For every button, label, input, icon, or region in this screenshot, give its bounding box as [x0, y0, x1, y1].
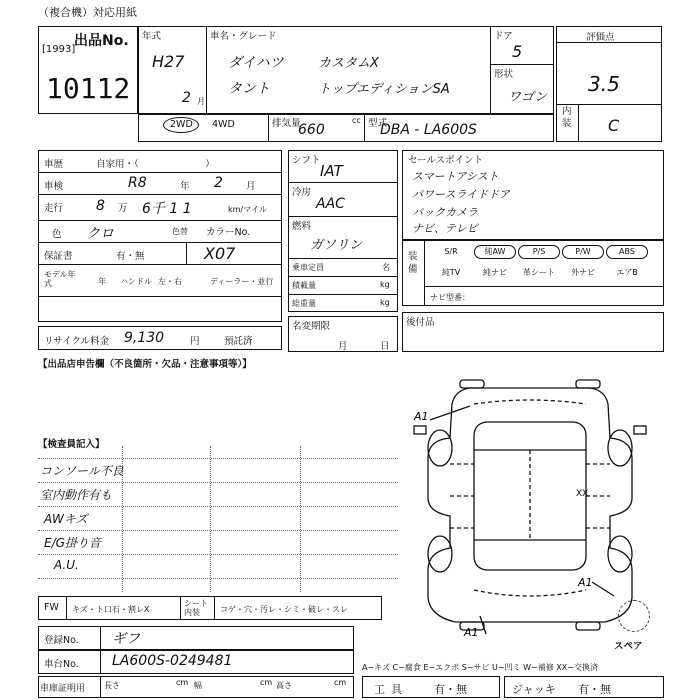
wheel-front-left: [428, 430, 452, 466]
interior-value: C: [608, 116, 620, 135]
mark-leader-a1-right: [592, 582, 614, 596]
seller-notes-label: 【出品店申告欄（不良箇所・欠品・注意事項等）】: [38, 359, 252, 370]
car-hood-front: [474, 400, 586, 404]
cert-label: 車庫証明用: [40, 684, 86, 694]
name-change-month: 月: [338, 341, 348, 352]
load-label: 積載量: [292, 281, 316, 290]
damage-legend: A−キズ C−腐食 E−エクボ S−サビ U−凹ミ W−補修 XX−交換済: [362, 663, 598, 672]
warranty-label: 保証書: [44, 251, 73, 262]
inspection-month: 月: [246, 181, 256, 192]
registration-box: [38, 626, 354, 650]
capacity-label: 乗車定員: [292, 263, 324, 272]
taillight-right: [576, 622, 600, 630]
inspection-month-value: 2: [214, 175, 223, 191]
form-type-label: （複合機）対応用紙: [38, 6, 137, 19]
equip-navi: 純ナビ: [483, 268, 507, 277]
equip-ext-navi: 外ナビ: [571, 268, 595, 277]
mirror-right: [634, 426, 646, 434]
equip-pw: P/W: [562, 245, 604, 259]
car-hood-rear: [474, 590, 586, 596]
fw-items: キズ・ト口石・割レX: [72, 605, 150, 614]
equip-tv: 純TV: [441, 268, 461, 277]
door-value: 5: [512, 42, 523, 61]
headlight-right: [576, 380, 600, 388]
equip-airbag: エアB: [616, 268, 638, 277]
chassis-value: LA600S-0249481: [112, 653, 233, 669]
door-label: ドア: [494, 31, 513, 42]
mileage-value-rest: 6千 1 1: [142, 201, 192, 217]
mark-leader-a1-front: [430, 406, 470, 420]
fuel-label: 燃料: [292, 221, 312, 232]
jack-label: ジャッキ: [512, 683, 556, 696]
inspection-value: R8: [128, 175, 147, 191]
nav-model-label: ナビ型番：: [430, 293, 470, 302]
name-change-day: 日: [380, 341, 390, 352]
car-doors-left: [450, 464, 474, 528]
year-label: 年式: [142, 31, 162, 42]
cert-height-unit: cm: [334, 678, 347, 687]
lot-year-stamp: [1993]: [42, 44, 76, 55]
aftermarket-label: 後付品: [406, 317, 435, 328]
handle-label: ハンドル: [120, 277, 152, 286]
sales-point-3: バックカメラ: [412, 206, 478, 219]
warranty-value: 有・無: [116, 251, 145, 262]
wheel-rear-right: [608, 536, 632, 572]
lot-label: 出品No.: [74, 33, 129, 49]
model-year-unit: 年: [98, 277, 106, 286]
shape-label: 形状: [494, 69, 514, 80]
equip-ps: P/S: [518, 245, 560, 259]
recycle-deposit: 預託済: [224, 336, 253, 347]
headlight-left: [460, 380, 484, 388]
wheel-rear-left: [428, 536, 452, 572]
recycle-label: リサイクル料金: [44, 336, 110, 347]
drive-2wd: 2WD: [170, 119, 193, 130]
ac-value: AAC: [316, 196, 345, 212]
shift-value: IAT: [320, 162, 343, 180]
total-weight-unit: kg: [380, 298, 390, 307]
equip-sr: S/R: [444, 247, 458, 256]
diagram-mark-a1-rear: A1: [464, 626, 479, 638]
month-value: 2: [182, 90, 191, 106]
mark-leader-a1-rear: [480, 616, 486, 634]
handle-value: 左・右: [158, 277, 182, 286]
model-year-label: モデル年式: [44, 270, 76, 288]
equipment-label: 装備: [408, 251, 418, 275]
diagram-mark-xx: XX: [576, 489, 589, 499]
aftermarket-box: [402, 312, 664, 352]
color-value: クロ: [86, 226, 114, 242]
seat-label: シート内装: [184, 599, 208, 617]
drive-displacement-box: [138, 114, 554, 142]
mileage-label: 走行: [44, 203, 64, 214]
ac-label: 冷房: [292, 187, 312, 198]
model-label: 型式: [368, 118, 388, 129]
drive-4wd: 4WD: [212, 119, 235, 130]
cert-length-unit: cm: [176, 678, 189, 687]
car-grade-2: トップエディションSA: [318, 82, 450, 97]
dealer-label: ディーラー・並行: [210, 277, 274, 286]
reg-value: ギフ: [112, 631, 140, 647]
cert-height-label: 高さ: [276, 681, 292, 690]
equip-abs: ABS: [606, 245, 648, 259]
shape-value: ワゴン: [508, 90, 548, 105]
inspection-year: 年: [180, 181, 190, 192]
interior-label: 内装: [562, 106, 572, 129]
inspector-note-3: AWキズ: [44, 512, 88, 526]
recycle-unit: 円: [190, 336, 200, 347]
equip-aw: 純AW: [474, 245, 516, 259]
diagram-mark-a1-right: A1: [578, 576, 593, 589]
seat-items: コゲ・穴・汚レ・シミ・破レ・スレ: [220, 605, 348, 614]
inspector-note-4: E/G掛り音: [44, 536, 101, 550]
score-label: 評価点: [586, 32, 615, 43]
mileage-units: km/マイル: [228, 205, 267, 214]
inspector-label: 【検査員記入】: [38, 439, 105, 450]
cert-length-label: 長さ: [104, 681, 120, 690]
wheel-front-right: [608, 430, 632, 466]
score-value: 3.5: [588, 72, 620, 96]
color-change-label: 色替: [172, 227, 188, 236]
mileage-value-man: 8: [96, 198, 105, 214]
history-label: 車歴: [44, 159, 64, 170]
color-no-value: X07: [204, 244, 236, 263]
fw-label: FW: [44, 602, 59, 613]
inspector-note-2: 室内動作有も: [40, 488, 113, 502]
spare-tire-icon: [618, 600, 650, 632]
inspection-label: 車検: [44, 181, 64, 192]
mirror-left: [414, 426, 426, 434]
sales-point-1: スマートアシスト: [412, 170, 499, 183]
reg-label: 登録No.: [44, 635, 79, 646]
sales-point-4: ナビ、テレビ: [412, 222, 478, 235]
car-doors-right: [586, 464, 610, 528]
tools-value: 有・無: [434, 683, 467, 696]
fuel-value: ガソリン: [310, 238, 363, 253]
displacement-value: 660: [298, 122, 325, 138]
cc-unit: cc: [352, 116, 361, 125]
shift-label: シフト: [292, 155, 321, 166]
mileage-man: 万: [118, 203, 128, 214]
inspector-note-5: A.U.: [54, 558, 79, 572]
jack-value: 有・無: [578, 683, 611, 696]
car-diagram: [400, 378, 660, 638]
cert-width-label: 幅: [194, 681, 202, 690]
year-value: H27: [152, 52, 185, 71]
history-value: 自家用・（ ）: [96, 159, 215, 170]
name-change-label: 名変期限: [292, 321, 331, 332]
cert-width-unit: cm: [260, 678, 273, 687]
color-no-label: カラーNo.: [206, 227, 251, 238]
tools-label: 工具: [374, 683, 408, 696]
spare-label: スペア: [614, 641, 643, 652]
color-label: 色: [52, 229, 62, 240]
load-unit: kg: [380, 280, 390, 289]
capacity-unit: 名: [382, 263, 390, 272]
lot-number: 10112: [46, 72, 131, 105]
model-value: DBA - LA600S: [380, 122, 477, 138]
diagram-mark-a1-front: A1: [414, 410, 429, 423]
car-maker: ダイハツ: [228, 55, 284, 71]
car-grade-1: カスタムX: [318, 56, 379, 71]
chassis-label: 車台No.: [44, 659, 79, 670]
sales-point-2: パワースライドドア: [412, 188, 510, 201]
month-unit: 月: [197, 97, 205, 106]
car-model: タント: [228, 81, 270, 97]
equip-leather: 革シート: [523, 268, 555, 277]
inspector-note-1: コンソール不良: [40, 464, 124, 478]
displacement-label: 排気量: [272, 118, 301, 129]
car-name-label: 車名・グレード: [210, 31, 277, 42]
total-weight-label: 総重量: [292, 299, 316, 308]
car-body-outline: [428, 388, 632, 622]
recycle-value: 9,130: [124, 330, 165, 346]
sales-label: セールスポイント: [408, 155, 484, 166]
